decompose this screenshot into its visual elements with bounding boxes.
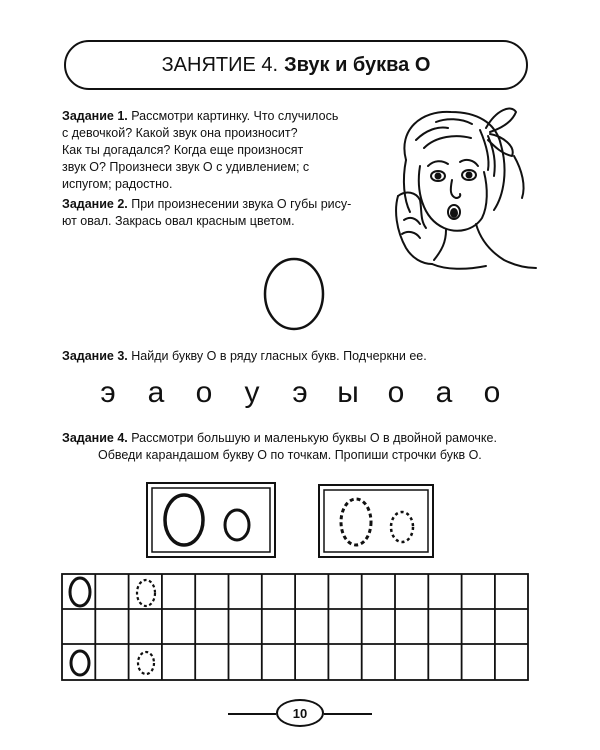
grid-sample-letter-o [70,578,90,606]
task-1 [62,108,382,193]
grid-sample-small-letter-o [71,651,89,675]
task-2 [62,196,372,230]
double-frame-solid-letters [146,482,276,558]
task-4-line-1: Рассмотри большую и маленькую буквы О в двойной рамочке. [127,431,497,445]
grid-dotted-small-letter-o [138,652,154,674]
task-2-line-2: ют овал. Закрась овал красным цветом. [62,214,295,228]
task-1-line-2: с девочкой? Какой звук она произносит? [62,126,298,140]
vowel-letter[interactable]: о [195,376,213,409]
page-number-line-left [228,713,276,715]
vowel-letter[interactable]: э [292,376,308,409]
vowel-letter[interactable]: э [100,376,116,409]
vowel-letter[interactable]: о [483,376,501,409]
task-2-line-1: При произнесении звука О губы рису- [127,197,352,211]
page-number-line-right [324,713,372,715]
vowel-letter[interactable]: о [387,376,405,409]
task-2-label: Задание 2. [62,197,128,211]
writing-practice-grid[interactable] [60,572,530,682]
oval-to-color[interactable] [262,256,326,332]
vowel-letter[interactable]: а [147,376,165,409]
vowel-row [90,376,510,410]
task-1-line-5: испугом; радостно. [62,177,173,191]
task-4-line-2: Обведи карандашом букву О по точкам. Пропиши строчки букв О. [98,448,482,462]
lesson-topic: Звук и буква О [284,53,431,76]
small-dotted-letter-o [391,512,413,542]
lesson-title [64,40,528,90]
big-dotted-letter-o [341,499,371,545]
surprised-girl-illustration [376,100,546,272]
lesson-number: ЗАНЯТИЕ 4. [161,53,279,76]
task-1-line-1: Рассмотри картинку. Что случилось [127,109,339,123]
vowel-letter[interactable]: а [435,376,453,409]
double-frame-dotted-letters [318,484,434,558]
task-3 [62,348,542,365]
task-3-text: Найди букву О в ряду гласных букв. Подчеркни ее. [127,349,427,363]
big-letter-o [165,495,203,545]
vowel-letter[interactable]: у [244,376,260,409]
vowel-letter[interactable]: ы [337,376,359,409]
task-4 [62,430,562,464]
task-1-line-3: Как ты догадался? Когда еще произносят [62,143,304,157]
task-1-line-4: звук О? Произнеси звук О с удивлением; с [62,160,310,174]
grid-dotted-letter-o [137,580,155,606]
small-letter-o [225,510,249,540]
task-3-label: Задание 3. [62,349,128,363]
task-4-label: Задание 4. [62,431,128,445]
page-number: 10 [276,699,324,727]
task-1-label: Задание 1. [62,109,128,123]
